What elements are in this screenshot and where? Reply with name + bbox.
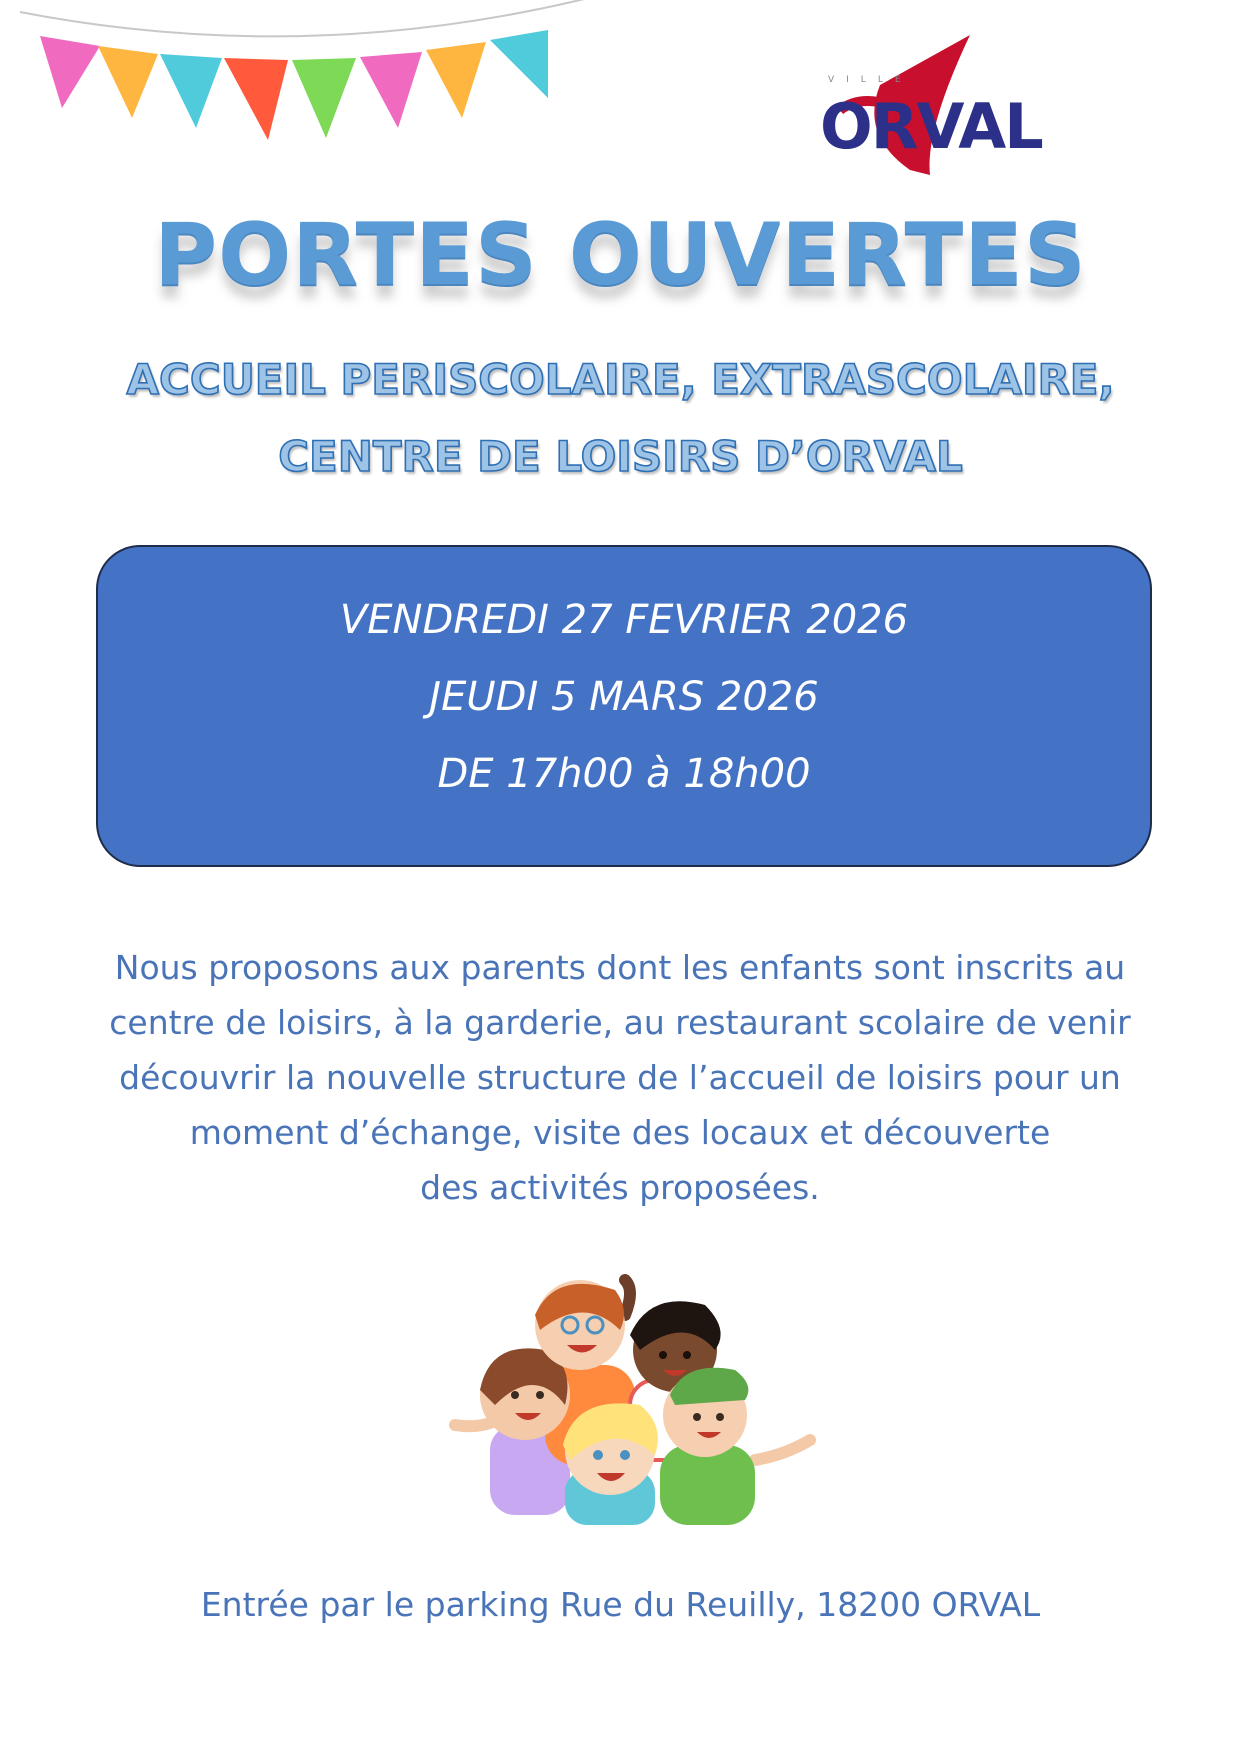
- subtitle-line-2: CENTRE DE LOISIRS D’ORVAL: [278, 432, 963, 481]
- description-line-2: centre de loisirs, à la garderie, au restaurant scolaire de venir: [109, 1003, 1131, 1042]
- description-line-4: moment d’échange, visite des locaux et découverte: [189, 1113, 1051, 1152]
- time-line: DE 17h00 à 18h00: [437, 751, 811, 797]
- description-line-5: des activités proposées.: [420, 1168, 820, 1207]
- logo-wordmark: ORVAL: [820, 90, 1042, 163]
- date-line-2: JEUDI 5 MARS 2026: [429, 674, 819, 720]
- description-paragraph: [80, 940, 1160, 1215]
- description-line-3: découvrir la nouvelle structure de l’accueil de loisirs pour un: [119, 1058, 1121, 1097]
- description-line-1: Nous proposons aux parents dont les enfants sont inscrits au: [114, 948, 1126, 987]
- page-title: PORTES OUVERTES: [154, 205, 1087, 305]
- orval-logo: [820, 35, 1110, 185]
- date-line-1: VENDREDI 27 FEVRIER 2026: [339, 597, 909, 643]
- bunting-flags-decoration: [0, 0, 620, 170]
- dates-box: [96, 545, 1152, 867]
- subtitle-line-1: ACCUEIL PERISCOLAIRE, EXTRASCOLAIRE,: [126, 355, 1115, 404]
- logo-small-caption: VILLE: [828, 75, 913, 85]
- address-footer: Entrée par le parking Rue du Reuilly, 18200 ORVAL: [200, 1585, 1041, 1624]
- happy-children-illustration: [435, 1255, 825, 1525]
